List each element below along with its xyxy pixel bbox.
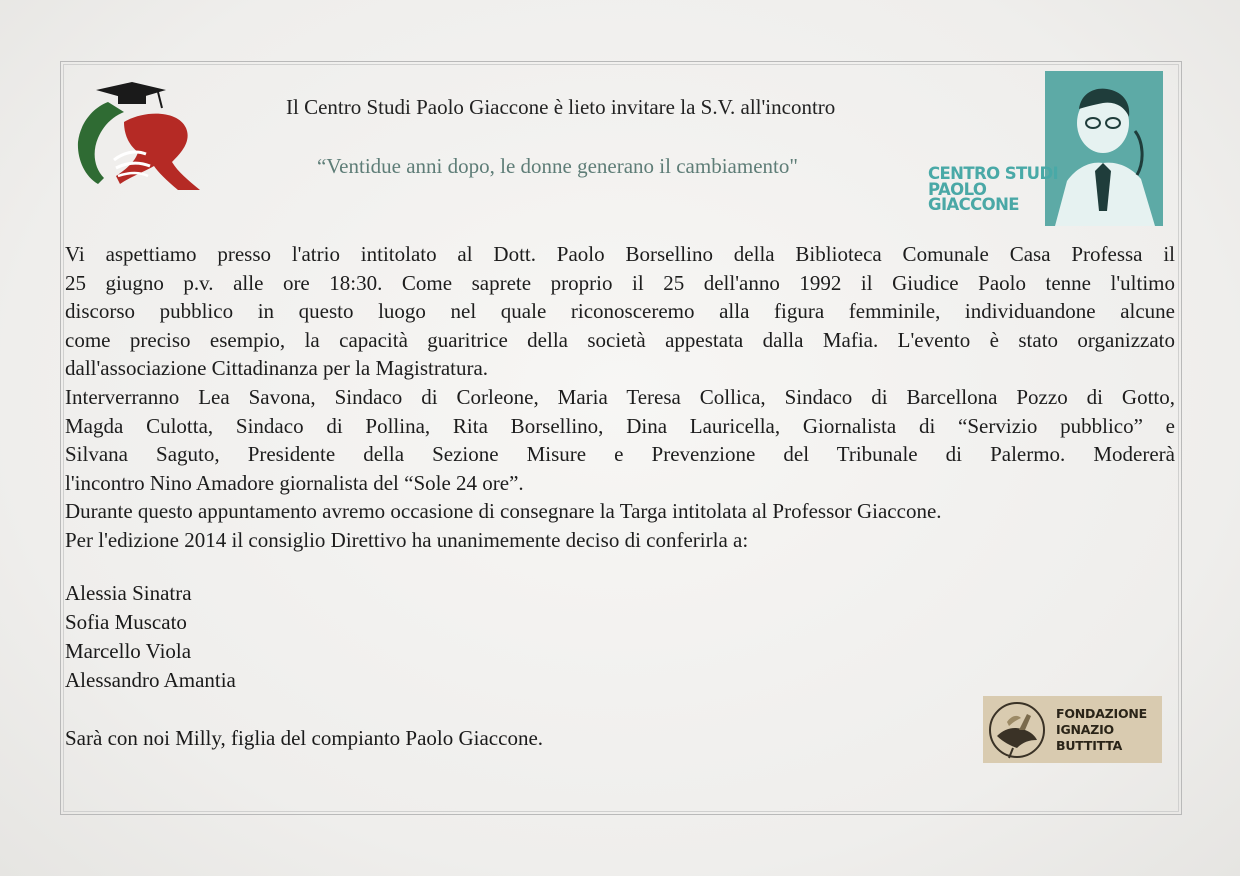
fondazione-line-1: FONDAZIONE bbox=[1056, 706, 1148, 721]
text-line: l'incontro Nino Amadore giornalista del “Sole 24 ore”. bbox=[65, 470, 524, 495]
logo-line-3: GIACCONE bbox=[928, 195, 1019, 214]
fondazione-logo-text bbox=[1056, 706, 1147, 754]
text-line: Vi aspettiamo presso l'atrio intitolato al Dott. Paolo Borsellino della Biblioteca Comunale Casa Professa il bbox=[65, 242, 1175, 266]
fondazione-line-3: BUTTITTA bbox=[1056, 738, 1123, 753]
text-line: Silvana Saguto, Presidente della Sezione Misure e Prevenzione del Tribunale di Palermo. Modererà bbox=[65, 442, 1175, 467]
text-line: Magda Culotta, Sindaco di Pollina, Rita Borsellino, Dina Lauricella, Giornalista di “Servizio pubblico” e bbox=[65, 413, 1175, 438]
bird-emblem-icon bbox=[983, 696, 1053, 763]
logo-line-1: CENTRO STUDI bbox=[928, 164, 1059, 183]
centro-studi-logo-text bbox=[928, 166, 1058, 213]
invite-line: Il Centro Studi Paolo Giaccone è lieto invitare la S.V. all'incontro bbox=[286, 95, 836, 119]
paragraph-award: Durante questo appuntamento avremo occasione di consegnare la Targa intitolata al Professor Giaccone. bbox=[65, 499, 942, 524]
recipient-name: Alessia Sinatra bbox=[65, 581, 192, 605]
fondazione-line-2: IGNAZIO bbox=[1056, 722, 1114, 737]
event-title: “Ventidue anni dopo, le donne generano il cambiamento" bbox=[317, 154, 798, 178]
text-line: Interverranno Lea Savona, Sindaco di Corleone, Maria Teresa Collica, Sindaco di Barcellona Pozzo di Gotto, bbox=[65, 384, 1175, 409]
logo-line-2: PAOLO bbox=[928, 179, 987, 199]
centro-emblem-logo bbox=[74, 80, 204, 195]
recipient-name: Marcello Viola bbox=[65, 639, 192, 663]
paragraph-decision: Per l'edizione 2014 il consiglio Direttivo ha unanimemente deciso di conferirla a: bbox=[65, 527, 749, 552]
paragraph-venue bbox=[65, 240, 1175, 383]
recipient-name: Sofia Muscato bbox=[65, 610, 187, 634]
text-line: discorso pubblico in questo luogo nel quale riconosceremo alla figura femminile, individuandone alcune bbox=[65, 299, 1175, 324]
giaccone-portrait-image bbox=[1045, 71, 1163, 226]
text-line: 25 giugno p.v. alle ore 18:30. Come saprete proprio il 25 dell'anno 1992 il Giudice Paolo tenne l'ultimo bbox=[65, 270, 1175, 295]
invitation-body bbox=[65, 240, 1175, 555]
recipients-list bbox=[65, 579, 236, 695]
text-line: dall'associazione Cittadinanza per la Magistratura. bbox=[65, 356, 489, 381]
paragraph-speakers bbox=[65, 383, 1175, 497]
closing-line: Sarà con noi Milly, figlia del compianto Paolo Giaccone. bbox=[65, 726, 544, 750]
text-line: come preciso esempio, la capacità guaritrice della società appestata dalla Mafia. L'evento è stato organizzato bbox=[65, 327, 1175, 352]
recipient-name: Alessandro Amantia bbox=[65, 668, 236, 692]
